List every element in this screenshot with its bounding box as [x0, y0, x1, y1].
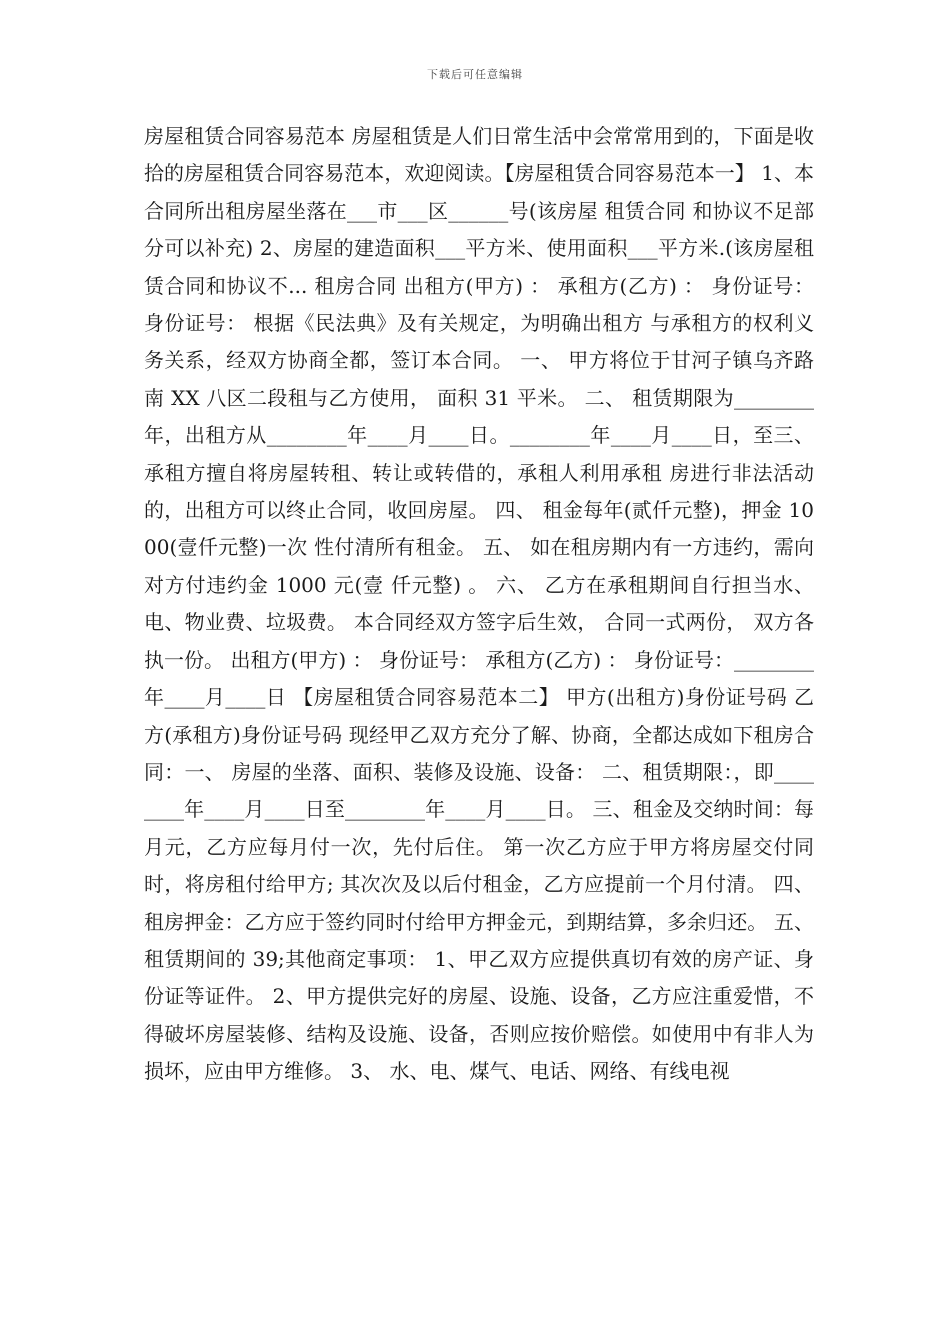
page-header: 下载后可任意编辑 [427, 68, 523, 81]
document-body: 房屋租赁合同容易范本 房屋租赁是人们日常生活中会常常用到的，下面是收拾的房屋租赁合同容易范本，欢迎阅读。【房屋租赁合同容易范本一】 1、本合同所出租房屋坐落在___市___区______号(该房屋 租赁合同 和协议不足部分可以补充) 2、房屋的建造面积___平方米、使用面积___平方米.(该房屋租赁合同和协议不... 租房合同 出租方(甲方) ： 承租方(乙方) ： 身份证号： 身份证号： 根据《民法典》及有关规定，为明确出租方 与承租方的权利义务关系，经双方协商全都，签订本合同。 一、 甲方将位于甘河子镇乌齐路南 XX 八区二段租与乙方使用， 面积 31 平米。 二、 租赁期限为________年，出租方从________年____月____日。________年____月____日，至三、 承租方擅自将房屋转租、转让或转借的，承租人利用承租 房进行非法活动的，出租方可以终止合同，收回房屋。 四、 租金每年(贰仟元整)，押金 1000(壹仟元整)一次 性付清所有租金。 五、 如在租房期内有一方违约，需向对方付违约金 1000 元(壹 仟元整) 。 六、 乙方在承租期间自行担当水、电、物业费、垃圾费。 本合同经双方签字后生效， 合同一式两份， 双方各执一份。 出租方(甲方) ： 身份证号： 承租方(乙方) ： 身份证号：________年____月____日 【房屋租赁合同容易范本二】 甲方(出租方)身份证号码 乙方(承租方)身份证号码 现经甲乙双方充分了解、协商，全都达成如下租房合同：一、 房屋的坐落、面积、装修及设施、设备： 二、租赁期限：，即________年____月____日至________年____月____日。 三、租金及交纳时间：每月元，乙方应每月付一次，先付后住。 第一次乙方应于甲方将房屋交付同时，将房租付给甲方; 其次次及以后付租金，乙方应提前一个月付清。 四、租房押金：乙方应于签约同时付给甲方押金元，到期结算，多余归还。 五、租赁期间的 39;其他商定事项： 1、甲乙双方应提供真切有效的房产证、身份证等证件。 2、甲方提供完好的房屋、设施、设备，乙方应注重爱惜，不得破坏房屋装修、结构及设施、设备，否则应按价赔偿。如使用中有非人为损坏，应由甲方维修。 3、 水、电、煤气、电话、网络、有线电视 [144, 124, 814, 1084]
